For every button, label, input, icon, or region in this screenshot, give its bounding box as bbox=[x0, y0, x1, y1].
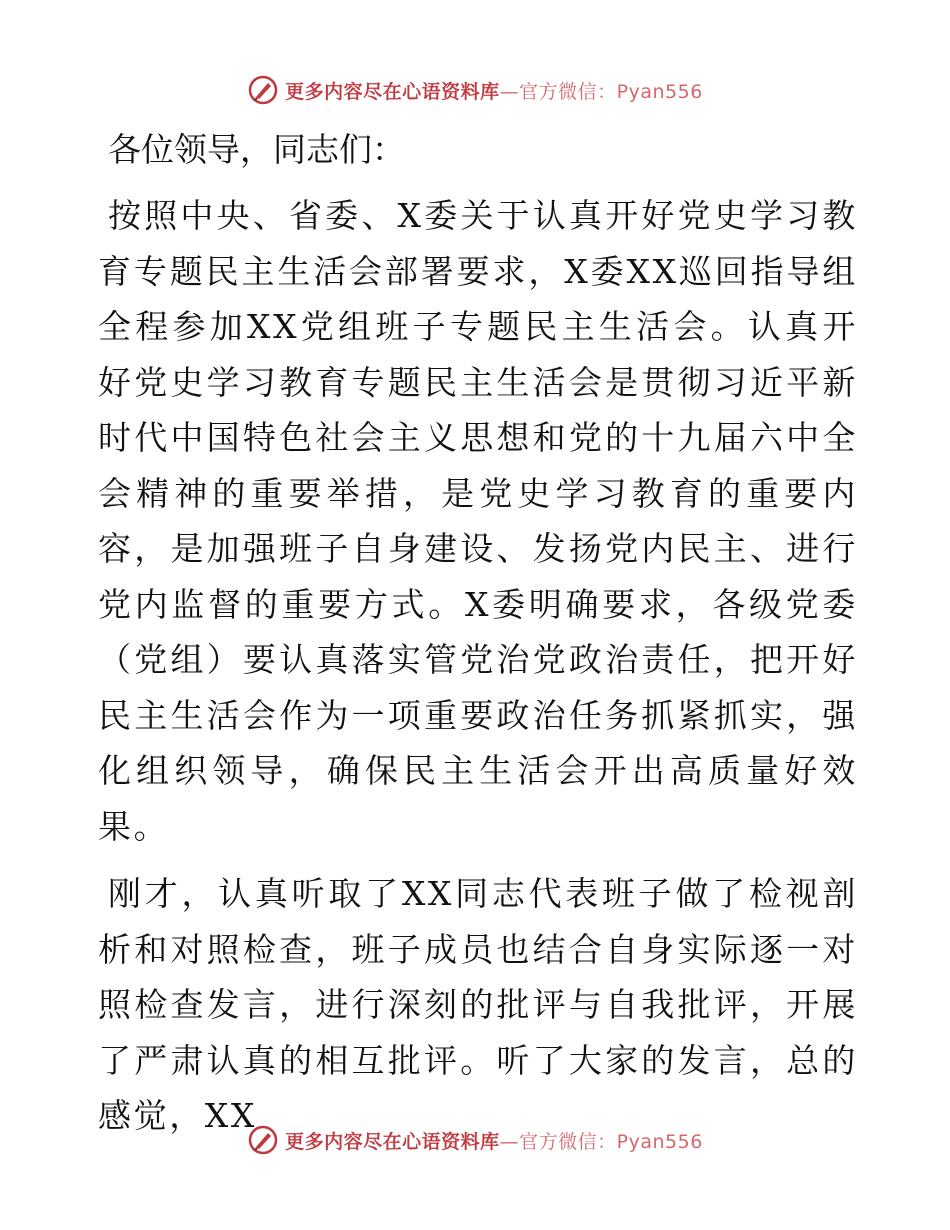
watermark-text: 更多内容尽在心语资料库—官方微信：Pyan556 bbox=[285, 80, 703, 103]
paragraph-1: 按照中央、省委、X委关于认真开好党史学习教育专题民主生活会部署要求，X委XX巡回指导组全程参加XX党组班子专题民主生活会。认真开好党史学习教育专题民主生活会是贯彻习近平新时代中国特色社会主义思想和党的十九届六中全会精神的重要举措，是党史学习教育的重要内容，是加强班子自身建设、发扬党内民主、进行党内监督的重要方式。X委明确要求，各级党委（党组）要认真落实管党治党政治责任，把开好民主生活会作为一项重要政治任务抓紧抓实，强化组织领导，确保民主生活会开出高质量好效果。 bbox=[98, 196, 858, 846]
pen-logo-icon bbox=[247, 1124, 279, 1156]
paragraph-2: 刚才，认真听取了XX同志代表班子做了检视剖析和对照检查，班子成员也结合自身实际逐一对照检查发言，进行深刻的批评与自我批评，开展了严肃认真的相互批评。听了大家的发言，总的感觉，XX bbox=[98, 874, 858, 1135]
header-watermark bbox=[0, 70, 950, 110]
document-body bbox=[98, 122, 858, 1156]
watermark-text: 更多内容尽在心语资料库—官方微信：Pyan556 bbox=[285, 1130, 703, 1153]
pen-logo-icon bbox=[247, 74, 279, 106]
salutation: 各位领导，同志们： bbox=[108, 130, 405, 169]
footer-watermark bbox=[0, 1120, 950, 1160]
